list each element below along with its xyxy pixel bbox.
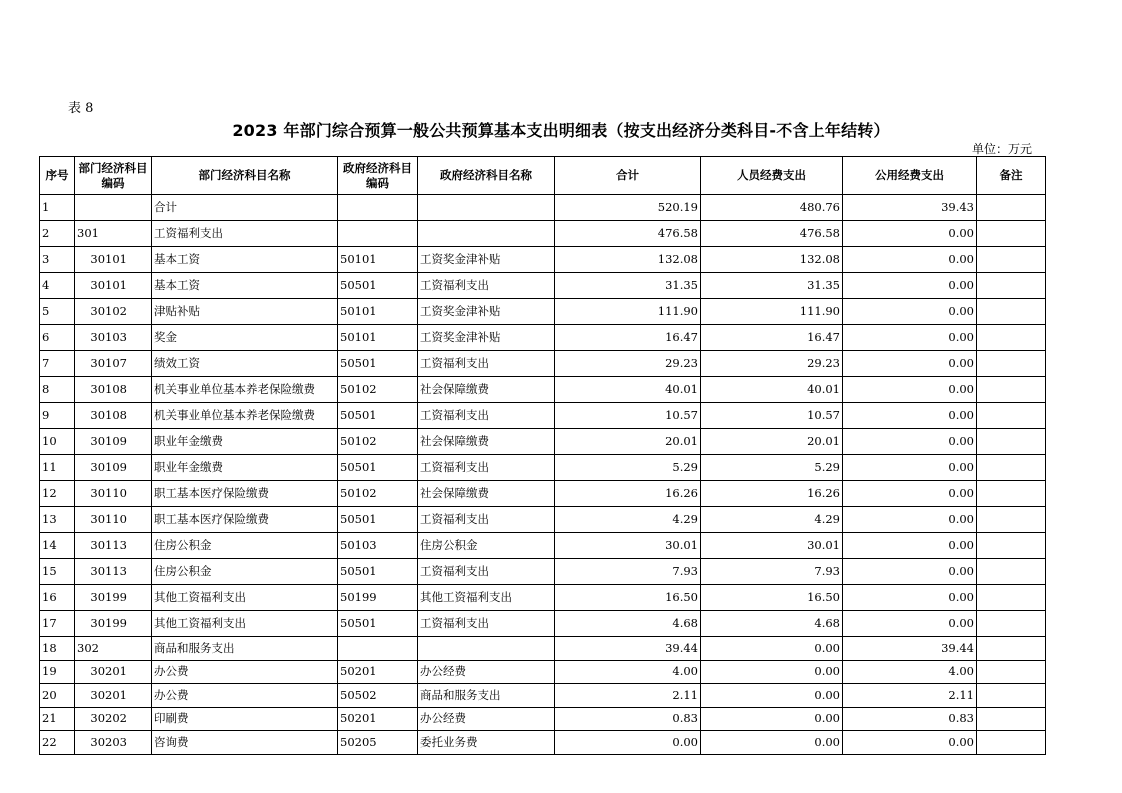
cell-gov-code: [338, 221, 418, 247]
cell-seq: 13: [40, 507, 75, 533]
cell-personnel: 16.26: [701, 481, 843, 507]
cell-seq: 15: [40, 559, 75, 585]
cell-gov-code: 50102: [338, 377, 418, 403]
table-row: [40, 221, 1046, 247]
cell-remarks: [977, 247, 1046, 273]
table-row: [40, 637, 1046, 661]
cell-seq: 7: [40, 351, 75, 377]
table-row: [40, 684, 1046, 708]
cell-gov-name: 住房公积金: [418, 533, 555, 559]
cell-public: 0.00: [843, 533, 977, 559]
cell-seq: 6: [40, 325, 75, 351]
cell-personnel: 16.47: [701, 325, 843, 351]
cell-public: 0.83: [843, 707, 977, 731]
cell-gov-code: 50201: [338, 660, 418, 684]
table-row: [40, 403, 1046, 429]
cell-gov-name: 办公经费: [418, 707, 555, 731]
table-row: [40, 559, 1046, 585]
cell-public: 0.00: [843, 481, 977, 507]
cell-total: 2.11: [555, 684, 701, 708]
cell-gov-code: 50501: [338, 559, 418, 585]
cell-remarks: [977, 481, 1046, 507]
cell-personnel: 476.58: [701, 221, 843, 247]
cell-gov-name: 工资福利支出: [418, 351, 555, 377]
cell-dept-code: 30101: [75, 273, 152, 299]
cell-dept-name: 办公费: [152, 660, 338, 684]
cell-personnel: 0.00: [701, 707, 843, 731]
cell-dept-name: 奖金: [152, 325, 338, 351]
cell-total: 0.00: [555, 731, 701, 755]
cell-gov-code: [338, 195, 418, 221]
cell-gov-name: [418, 221, 555, 247]
cell-gov-code: 50501: [338, 403, 418, 429]
cell-gov-code: 50102: [338, 481, 418, 507]
cell-public: 0.00: [843, 221, 977, 247]
cell-remarks: [977, 221, 1046, 247]
cell-public: 39.44: [843, 637, 977, 661]
cell-remarks: [977, 684, 1046, 708]
cell-dept-name: 其他工资福利支出: [152, 585, 338, 611]
cell-dept-name: 办公费: [152, 684, 338, 708]
cell-remarks: [977, 429, 1046, 455]
cell-personnel: 40.01: [701, 377, 843, 403]
cell-dept-name: 职业年金缴费: [152, 455, 338, 481]
cell-seq: 18: [40, 637, 75, 661]
cell-public: 0.00: [843, 403, 977, 429]
cell-remarks: [977, 533, 1046, 559]
cell-dept-name: 咨询费: [152, 731, 338, 755]
cell-total: 16.26: [555, 481, 701, 507]
cell-personnel: 4.29: [701, 507, 843, 533]
cell-dept-code: 302: [75, 637, 152, 661]
cell-personnel: 480.76: [701, 195, 843, 221]
cell-gov-name: [418, 637, 555, 661]
cell-gov-code: [338, 637, 418, 661]
table-row: [40, 660, 1046, 684]
budget-detail-table: [39, 156, 1046, 755]
cell-remarks: [977, 660, 1046, 684]
cell-public: 4.00: [843, 660, 977, 684]
cell-dept-code: 30199: [75, 585, 152, 611]
cell-personnel: 30.01: [701, 533, 843, 559]
cell-total: 4.00: [555, 660, 701, 684]
cell-remarks: [977, 273, 1046, 299]
cell-dept-name: 基本工资: [152, 273, 338, 299]
cell-personnel: 0.00: [701, 731, 843, 755]
table-row: [40, 507, 1046, 533]
cell-total: 16.50: [555, 585, 701, 611]
cell-total: 29.23: [555, 351, 701, 377]
unit-label: 单位：万元: [972, 142, 1033, 156]
cell-personnel: 16.50: [701, 585, 843, 611]
cell-total: 20.01: [555, 429, 701, 455]
cell-gov-code: 50201: [338, 707, 418, 731]
cell-seq: 14: [40, 533, 75, 559]
cell-total: 132.08: [555, 247, 701, 273]
header-remarks: 备注: [977, 157, 1046, 195]
cell-dept-name: 职业年金缴费: [152, 429, 338, 455]
cell-remarks: [977, 351, 1046, 377]
cell-public: 0.00: [843, 299, 977, 325]
cell-dept-code: 30109: [75, 455, 152, 481]
cell-personnel: 31.35: [701, 273, 843, 299]
cell-public: 0.00: [843, 585, 977, 611]
table-body: [40, 195, 1046, 755]
header-personnel: 人员经费支出: [701, 157, 843, 195]
cell-public: 0.00: [843, 455, 977, 481]
table-row: [40, 585, 1046, 611]
cell-dept-code: 30101: [75, 247, 152, 273]
cell-gov-name: 其他工资福利支出: [418, 585, 555, 611]
header-public: 公用经费支出: [843, 157, 977, 195]
cell-dept-code: 30202: [75, 707, 152, 731]
cell-gov-name: 社会保障缴费: [418, 481, 555, 507]
cell-total: 520.19: [555, 195, 701, 221]
cell-gov-name: 商品和服务支出: [418, 684, 555, 708]
cell-dept-code: 30108: [75, 377, 152, 403]
cell-total: 7.93: [555, 559, 701, 585]
cell-public: 0.00: [843, 507, 977, 533]
cell-public: 0.00: [843, 559, 977, 585]
cell-seq: 22: [40, 731, 75, 755]
header-gov-code: 政府经济科目编码: [338, 157, 418, 195]
cell-total: 30.01: [555, 533, 701, 559]
cell-gov-name: 社会保障缴费: [418, 377, 555, 403]
cell-personnel: 5.29: [701, 455, 843, 481]
cell-public: 0.00: [843, 377, 977, 403]
cell-dept-name: 住房公积金: [152, 533, 338, 559]
cell-remarks: [977, 325, 1046, 351]
cell-gov-code: 50501: [338, 273, 418, 299]
cell-seq: 17: [40, 611, 75, 637]
header-dept-code: 部门经济科目编码: [75, 157, 152, 195]
cell-total: 111.90: [555, 299, 701, 325]
cell-gov-code: 50502: [338, 684, 418, 708]
cell-remarks: [977, 403, 1046, 429]
cell-gov-name: 工资奖金津补贴: [418, 299, 555, 325]
cell-seq: 5: [40, 299, 75, 325]
cell-dept-name: 职工基本医疗保险缴费: [152, 507, 338, 533]
cell-public: 0.00: [843, 351, 977, 377]
cell-total: 0.83: [555, 707, 701, 731]
cell-dept-code: 30199: [75, 611, 152, 637]
cell-personnel: 132.08: [701, 247, 843, 273]
cell-dept-code: [75, 195, 152, 221]
cell-public: 0.00: [843, 429, 977, 455]
cell-seq: 3: [40, 247, 75, 273]
cell-dept-name: 印刷费: [152, 707, 338, 731]
cell-gov-name: 工资福利支出: [418, 507, 555, 533]
cell-public: 39.43: [843, 195, 977, 221]
cell-remarks: [977, 585, 1046, 611]
cell-gov-code: 50501: [338, 611, 418, 637]
cell-dept-name: 工资福利支出: [152, 221, 338, 247]
cell-personnel: 10.57: [701, 403, 843, 429]
cell-gov-name: 工资奖金津补贴: [418, 247, 555, 273]
cell-personnel: 4.68: [701, 611, 843, 637]
table-row: [40, 273, 1046, 299]
cell-gov-name: 工资福利支出: [418, 403, 555, 429]
cell-public: 2.11: [843, 684, 977, 708]
cell-remarks: [977, 195, 1046, 221]
cell-remarks: [977, 707, 1046, 731]
table-row: [40, 429, 1046, 455]
cell-remarks: [977, 507, 1046, 533]
table-row: [40, 351, 1046, 377]
document-title: 2023 年部门综合预算一般公共预算基本支出明细表（按支出经济分类科目-不含上年结转）: [232, 121, 890, 140]
cell-dept-name: 机关事业单位基本养老保险缴费: [152, 403, 338, 429]
cell-gov-code: 50199: [338, 585, 418, 611]
cell-dept-code: 301: [75, 221, 152, 247]
cell-personnel: 111.90: [701, 299, 843, 325]
cell-dept-code: 30109: [75, 429, 152, 455]
cell-seq: 11: [40, 455, 75, 481]
cell-gov-name: [418, 195, 555, 221]
cell-seq: 12: [40, 481, 75, 507]
cell-gov-code: 50501: [338, 507, 418, 533]
header-dept-name: 部门经济科目名称: [152, 157, 338, 195]
cell-seq: 16: [40, 585, 75, 611]
table-row: [40, 731, 1046, 755]
header-gov-name: 政府经济科目名称: [418, 157, 555, 195]
table-row: [40, 533, 1046, 559]
cell-dept-name: 机关事业单位基本养老保险缴费: [152, 377, 338, 403]
cell-dept-code: 30107: [75, 351, 152, 377]
cell-public: 0.00: [843, 611, 977, 637]
cell-dept-code: 30203: [75, 731, 152, 755]
cell-gov-code: 50101: [338, 325, 418, 351]
cell-dept-name: 商品和服务支出: [152, 637, 338, 661]
cell-public: 0.00: [843, 325, 977, 351]
header-total: 合计: [555, 157, 701, 195]
table-row: [40, 195, 1046, 221]
cell-remarks: [977, 377, 1046, 403]
cell-total: 31.35: [555, 273, 701, 299]
table-number-label: 表 8: [68, 101, 94, 116]
cell-public: 0.00: [843, 247, 977, 273]
cell-seq: 10: [40, 429, 75, 455]
cell-dept-name: 津贴补贴: [152, 299, 338, 325]
cell-seq: 1: [40, 195, 75, 221]
cell-personnel: 0.00: [701, 684, 843, 708]
table-row: [40, 299, 1046, 325]
cell-remarks: [977, 455, 1046, 481]
cell-total: 4.29: [555, 507, 701, 533]
cell-dept-code: 30110: [75, 481, 152, 507]
cell-seq: 21: [40, 707, 75, 731]
cell-gov-code: 50101: [338, 247, 418, 273]
cell-personnel: 0.00: [701, 637, 843, 661]
cell-dept-name: 其他工资福利支出: [152, 611, 338, 637]
cell-dept-code: 30113: [75, 559, 152, 585]
cell-gov-code: 50103: [338, 533, 418, 559]
table-header-row: [40, 157, 1046, 195]
cell-gov-name: 委托业务费: [418, 731, 555, 755]
cell-total: 10.57: [555, 403, 701, 429]
table-row: [40, 481, 1046, 507]
cell-gov-name: 工资奖金津补贴: [418, 325, 555, 351]
table-row: [40, 455, 1046, 481]
cell-remarks: [977, 559, 1046, 585]
cell-remarks: [977, 611, 1046, 637]
cell-dept-code: 30110: [75, 507, 152, 533]
cell-personnel: 0.00: [701, 660, 843, 684]
cell-gov-name: 办公经费: [418, 660, 555, 684]
cell-dept-name: 基本工资: [152, 247, 338, 273]
cell-dept-name: 住房公积金: [152, 559, 338, 585]
cell-total: 39.44: [555, 637, 701, 661]
cell-personnel: 20.01: [701, 429, 843, 455]
cell-gov-name: 社会保障缴费: [418, 429, 555, 455]
cell-seq: 9: [40, 403, 75, 429]
cell-dept-code: 30102: [75, 299, 152, 325]
cell-seq: 19: [40, 660, 75, 684]
cell-public: 0.00: [843, 273, 977, 299]
cell-total: 16.47: [555, 325, 701, 351]
cell-dept-code: 30201: [75, 684, 152, 708]
cell-gov-name: 工资福利支出: [418, 273, 555, 299]
table-row: [40, 707, 1046, 731]
cell-dept-name: 合计: [152, 195, 338, 221]
cell-personnel: 7.93: [701, 559, 843, 585]
cell-dept-code: 30108: [75, 403, 152, 429]
cell-remarks: [977, 299, 1046, 325]
table-row: [40, 377, 1046, 403]
table-row: [40, 325, 1046, 351]
cell-dept-name: 绩效工资: [152, 351, 338, 377]
cell-seq: 4: [40, 273, 75, 299]
cell-dept-name: 职工基本医疗保险缴费: [152, 481, 338, 507]
cell-gov-code: 50101: [338, 299, 418, 325]
cell-seq: 20: [40, 684, 75, 708]
table-row: [40, 611, 1046, 637]
cell-gov-code: 50102: [338, 429, 418, 455]
cell-gov-name: 工资福利支出: [418, 455, 555, 481]
cell-seq: 2: [40, 221, 75, 247]
cell-seq: 8: [40, 377, 75, 403]
cell-dept-code: 30201: [75, 660, 152, 684]
cell-public: 0.00: [843, 731, 977, 755]
cell-dept-code: 30103: [75, 325, 152, 351]
cell-gov-name: 工资福利支出: [418, 611, 555, 637]
cell-total: 5.29: [555, 455, 701, 481]
cell-gov-code: 50205: [338, 731, 418, 755]
table-row: [40, 247, 1046, 273]
cell-personnel: 29.23: [701, 351, 843, 377]
cell-gov-code: 50501: [338, 351, 418, 377]
cell-gov-code: 50501: [338, 455, 418, 481]
cell-total: 40.01: [555, 377, 701, 403]
cell-dept-code: 30113: [75, 533, 152, 559]
cell-remarks: [977, 637, 1046, 661]
cell-total: 476.58: [555, 221, 701, 247]
header-seq: 序号: [40, 157, 75, 195]
cell-total: 4.68: [555, 611, 701, 637]
cell-gov-name: 工资福利支出: [418, 559, 555, 585]
cell-remarks: [977, 731, 1046, 755]
